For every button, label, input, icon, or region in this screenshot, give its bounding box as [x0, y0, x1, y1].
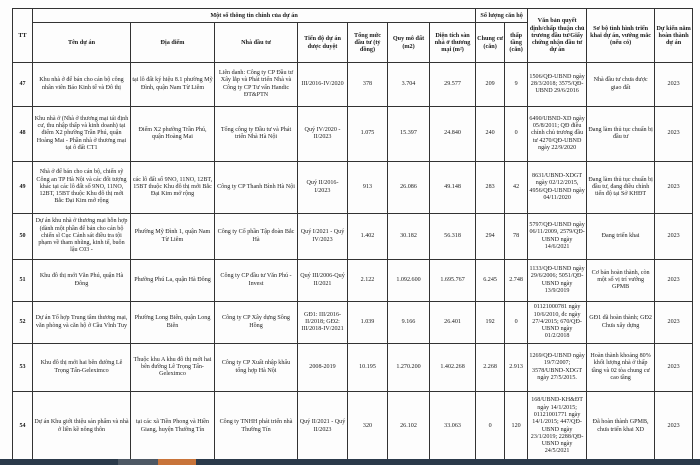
lowrise-count: 0	[505, 302, 528, 344]
approval-documents: 1506/QĐ-UBND ngày 28/3/2018; 3575/QĐ-UBND 29/6/2016	[528, 63, 587, 107]
lowrise-count: 2.748	[505, 260, 528, 302]
apartment-count: 0	[476, 392, 505, 462]
project-name: Dự án Khu giới thiệu sản phẩm và nhà ở liền kề nông thôn	[33, 392, 131, 462]
project-schedule: III/2016-IV/2020	[298, 63, 348, 107]
header-completion: Dự kiến năm hoàn thành dự án	[655, 9, 693, 63]
project-investor: Công ty CP Thanh Bình Hà Nội	[215, 162, 298, 214]
header-investor: Nhà đầu tư	[215, 23, 298, 63]
apartment-count: 6.245	[476, 260, 505, 302]
lowrise-count: 120	[505, 392, 528, 462]
header-commercial-area: Diện tích sàn nhà ở thương mại (m²)	[430, 23, 476, 63]
table-row	[13, 344, 693, 392]
row-tt: 47	[13, 63, 33, 107]
apartment-count: 192	[476, 302, 505, 344]
approval-documents: 1269/QĐ-UBND ngày 19/7/2007; 3578/UBND-XDGT ngày 27/5/2015.	[528, 344, 587, 392]
land-scale: 26.102	[388, 392, 430, 462]
table-row	[13, 214, 693, 260]
row-tt: 53	[13, 344, 33, 392]
approval-documents: 8631/UBND-XDGT ngày 02/12/2015, 4956/QĐ-UBND ngày 04/11/2020	[528, 162, 587, 214]
apartment-count: 283	[476, 162, 505, 214]
total-investment: 378	[348, 63, 388, 107]
project-status: GĐ1 đã hoàn thành; GĐ2 Chưa xây dựng	[587, 302, 655, 344]
total-investment: 2.122	[348, 260, 388, 302]
row-tt: 52	[13, 302, 33, 344]
land-scale: 9.166	[388, 302, 430, 344]
header-units-group: Số lượng căn hộ	[476, 9, 528, 23]
total-investment: 913	[348, 162, 388, 214]
project-status: Đang triển khai	[587, 214, 655, 260]
project-schedule: Quý III/2006-Quý II/2021	[298, 260, 348, 302]
header-apartments: Chung cư (căn)	[476, 23, 505, 63]
land-scale: 1.270.200	[388, 344, 430, 392]
project-location: Thuộc khu A khu đô thị mới hai bên đường Lê Trọng Tấn-Geleximco	[131, 344, 215, 392]
project-location: Điểm X2 phường Trần Phú, quận Hoàng Mai	[131, 107, 215, 162]
total-investment: 1.039	[348, 302, 388, 344]
approval-documents: 01121000781 ngày 10/6/2010, đc ngày 27/4/2015; 670/QĐ-UBND ngày 01/2/2018	[528, 302, 587, 344]
project-status: Nhà đầu tư chưa được giao đất	[587, 63, 655, 107]
completion-year: 2023	[655, 392, 693, 462]
project-table	[12, 8, 693, 462]
row-tt: 54	[13, 392, 33, 462]
project-investor: Tổng công ty Đầu tư và Phát triển Nhà Hà Nội	[215, 107, 298, 162]
project-location: tại các xã Tiền Phong và Hiền Giang, huyện Thường Tín	[131, 392, 215, 462]
commercial-area: 1.402.268	[430, 344, 476, 392]
table-row	[13, 107, 693, 162]
project-location: tại lô đất ký hiệu 8.1 phường Mỹ Đình, quận Nam Từ Liêm	[131, 63, 215, 107]
approval-documents: 5797/QĐ-UBND ngày 06/11/2009, 2579/QĐ-UBND ngày 14/6/2021	[528, 214, 587, 260]
project-schedule: Quý II/2021 - Quý II/2023	[298, 392, 348, 462]
approval-documents: 1133/QĐ-UBND ngày 29/6/2006; 5051/QĐ-UBND ngày 13/9/2019	[528, 260, 587, 302]
taskbar-segment-active	[158, 459, 196, 465]
project-name: Khu đô thị mới Văn Phú, quận Hà Đông	[33, 260, 131, 302]
table-row	[13, 63, 693, 107]
land-scale: 30.182	[388, 214, 430, 260]
total-investment: 320	[348, 392, 388, 462]
table-row	[13, 260, 693, 302]
row-tt: 50	[13, 214, 33, 260]
project-status: Hoàn thành khoảng 80% khối lượng nhà ở thấp tầng và 02 tòa chung cư cao tầng	[587, 344, 655, 392]
project-investor: Công ty Cổ phần Tập đoàn Bắc Hà	[215, 214, 298, 260]
row-tt: 49	[13, 162, 33, 214]
land-scale: 3.704	[388, 63, 430, 107]
total-investment: 10.195	[348, 344, 388, 392]
commercial-area: 49.148	[430, 162, 476, 214]
commercial-area: 29.577	[430, 63, 476, 107]
project-investor: Công ty CP Xây dựng Sông Hồng	[215, 302, 298, 344]
commercial-area: 1.695.767	[430, 260, 476, 302]
project-investor: Liên danh: Công ty CP Đầu tư Xây lắp và Phát triển Nhà và Công ty CP Tư vấn Handic ĐT&PTN	[215, 63, 298, 107]
apartment-count: 240	[476, 107, 505, 162]
project-location: Phường Mỹ Đình 1, quận Nam Từ Liêm	[131, 214, 215, 260]
project-location: các lô đất số 9NO, 11NO, 12BT, 15BT thuộc Khu đô thị mới Bắc Đại Kim mở rộng	[131, 162, 215, 214]
completion-year: 2023	[655, 63, 693, 107]
header-lowrise: thấp tầng (căn)	[505, 23, 528, 63]
table-row	[13, 162, 693, 214]
project-name: Khu nhà ở để bán cho cán bộ công nhân viên Báo Kinh tế và Đô thị	[33, 63, 131, 107]
table-row	[13, 302, 693, 344]
project-investor: Công ty CP đầu tư Văn Phú - Invest	[215, 260, 298, 302]
total-investment: 1.075	[348, 107, 388, 162]
land-scale: 1.092.600	[388, 260, 430, 302]
header-total-investment: Tổng mức đầu tư (tỷ đồng)	[348, 23, 388, 63]
header-land-scale: Quy mô đất (m2)	[388, 23, 430, 63]
completion-year: 2023	[655, 214, 693, 260]
header-tt: TT	[13, 9, 33, 63]
land-scale: 26.086	[388, 162, 430, 214]
project-schedule: 2008-2019	[298, 344, 348, 392]
project-name: Dự án Tổ hợp Trung tâm thương mại, văn phòng và căn hộ ở Cầu Vĩnh Tuy	[33, 302, 131, 344]
land-scale: 15.397	[388, 107, 430, 162]
completion-year: 2023	[655, 107, 693, 162]
project-status: Đã hoàn thành GPMB, chưa triển khai XD	[587, 392, 655, 462]
project-investor: Công ty CP Xuất nhập khẩu tổng hợp Hà Nội	[215, 344, 298, 392]
header-approval: Văn bản quyết định/chấp thuận chủ trương đầu tư/Giấy chứng nhận đầu tư dự án	[528, 9, 587, 63]
header-group: Một số thông tin chính của dự án	[33, 9, 476, 23]
project-name: Khu nhà ở (Nhà ở thương mại tái định cư, thu nhập thấp và kinh doanh) tại điểm X2 phường Trần Phú, quận Hoàng Mai - Phần nhà ở thương mại tại ô đất CT1	[33, 107, 131, 162]
taskbar-segment	[118, 459, 158, 465]
project-schedule: Quý II/2016-I/2023	[298, 162, 348, 214]
completion-year: 2023	[655, 344, 693, 392]
row-tt: 51	[13, 260, 33, 302]
lowrise-count: 78	[505, 214, 528, 260]
project-schedule: Quý IV/2020 - II/2023	[298, 107, 348, 162]
project-investor: Công ty TNHH phát triển nhà Thường Tín	[215, 392, 298, 462]
approval-documents: 6490/UBND-XD ngày 05/8/2011; QĐ điều chỉnh chủ trương đầu tư 4270/QĐ-UBND ngày 22/9/2020	[528, 107, 587, 162]
apartment-count: 2.268	[476, 344, 505, 392]
lowrise-count: 42	[505, 162, 528, 214]
header-schedule: Tiến độ dự án được duyệt	[298, 23, 348, 63]
row-tt: 48	[13, 107, 33, 162]
commercial-area: 56.318	[430, 214, 476, 260]
project-name: Nhà ở để bán cho cán bộ, chiến sỹ Công an TP Hà Nội và các đối tượng khác tại các lô đất số 9NO, 11NO, 12BT, 15BT thuộc Khu đô thị mới Bắc Đại Kim mở rộng	[33, 162, 131, 214]
commercial-area: 26.401	[430, 302, 476, 344]
project-location: Phường Long Biên, quận Long Biên	[131, 302, 215, 344]
project-status: Đang làm thủ tục chuẩn bị đầu tư, đang điều chỉnh tiến độ tại Sở KHĐT	[587, 162, 655, 214]
completion-year: 2023	[655, 162, 693, 214]
apartment-count: 209	[476, 63, 505, 107]
commercial-area: 33.063	[430, 392, 476, 462]
project-name: Khu đô thị mới hai bên đường Lê Trọng Tấn-Geleximco	[33, 344, 131, 392]
project-schedule: GĐ1: III/2016-II/2018; GĐ2: III/2018-IV/2021	[298, 302, 348, 344]
lowrise-count: 2.913	[505, 344, 528, 392]
header-location: Địa điểm	[131, 23, 215, 63]
lowrise-count: 9	[505, 63, 528, 107]
header-name: Tên dự án	[33, 23, 131, 63]
project-location: Phường Phú La, quận Hà Đông	[131, 260, 215, 302]
approval-documents: 168/UBND-KH&ĐT ngày 14/1/2015; 01121001771 ngày 14/1/2015; 447/QĐ-UBND ngày 23/1/2019; 2288/QĐ-UBND ngày 24/5/2021	[528, 392, 587, 462]
apartment-count: 294	[476, 214, 505, 260]
bottom-taskbar	[0, 459, 700, 465]
header-status: Sơ bộ tình hình triển khai dự án, vướng mắc (nếu có)	[587, 9, 655, 63]
project-schedule: Quý I/2021 - Quý IV/2023	[298, 214, 348, 260]
project-name: Dự án khu nhà ở thương mại hỗn hợp (dành một phần để bán cho cán bộ chiến sĩ Cục Cảnh sát điều tra tội phạm về tham nhũng, kinh tế, buôn lậu C03 -	[33, 214, 131, 260]
completion-year: 2023	[655, 260, 693, 302]
total-investment: 1.402	[348, 214, 388, 260]
lowrise-count: 0	[505, 107, 528, 162]
table-row	[13, 392, 693, 462]
commercial-area: 24.840	[430, 107, 476, 162]
completion-year: 2023	[655, 302, 693, 344]
project-status: Đang làm thủ tục chuẩn bị đầu tư	[587, 107, 655, 162]
project-status: Cơ bản hoàn thành, còn một số vị trí vướng GPMB	[587, 260, 655, 302]
